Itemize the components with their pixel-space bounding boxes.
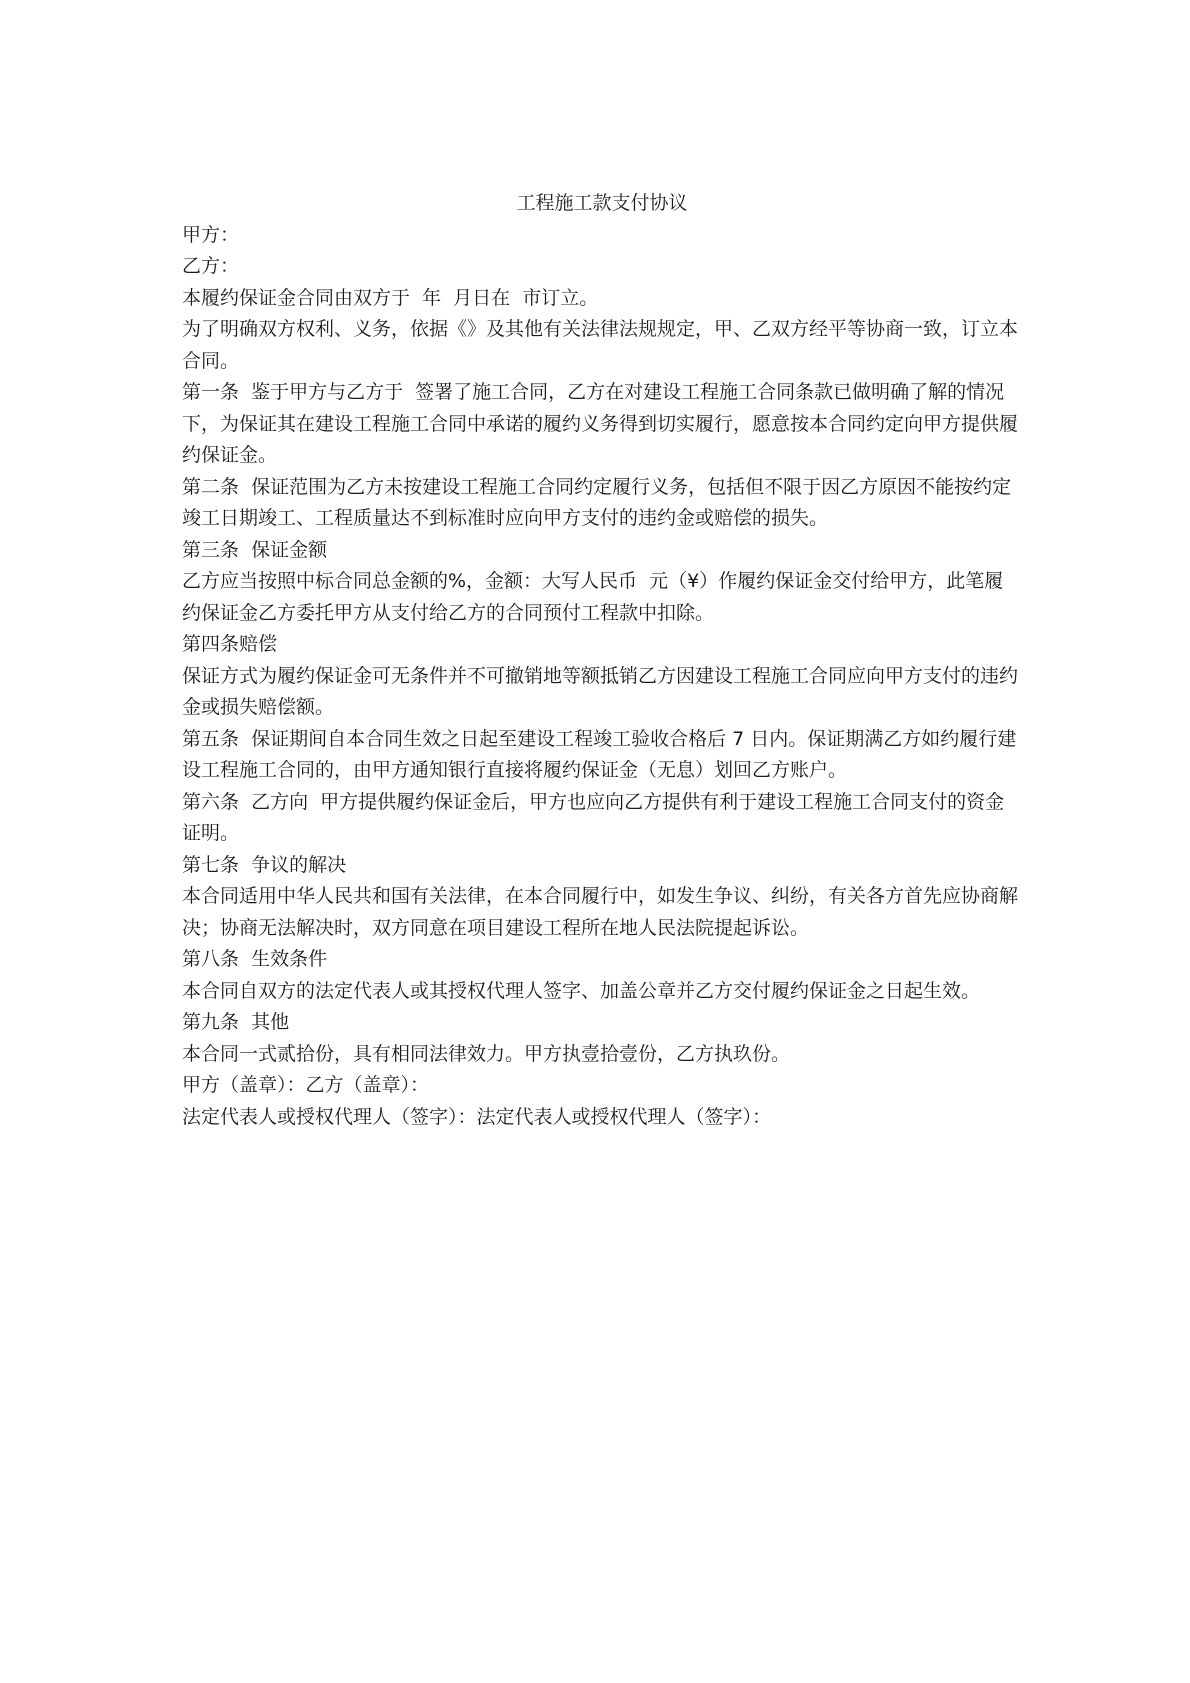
article-9-heading: 第九条 其他 (182, 1011, 290, 1033)
article-6: 第六条 乙方向 甲方提供履约保证金后，甲方也应向乙方提供有利于建设工程施工合同支付的资金证明。 (182, 790, 1005, 844)
signing-info: 本履约保证金合同由双方于 年 月日在 市订立。 (182, 286, 599, 309)
article-4-body: 保证方式为履约保证金可无条件并不可撤销地等额抵销乙方因建设工程施工合同应向甲方支付的违约金或损失赔偿额。 (182, 664, 1019, 718)
article-1: 第一条 鉴于甲方与乙方于 签署了施工合同，乙方在对建设工程施工合同条款已做明确了解的情况下，为保证其在建设工程施工合同中承诺的履约义务得到切实履行，愿意按本合同约定向甲方提供履约保证金。 (182, 381, 1019, 466)
article-3-heading: 第三条 保证金额 (182, 538, 328, 561)
article-8-body: 本合同自双方的法定代表人或其授权代理人签字、加盖公章并乙方交付履约保证金之日起生效。 (182, 979, 981, 1002)
party-b-line: 乙方： (182, 255, 240, 277)
article-4-heading: 第四条赔偿 (182, 633, 278, 655)
article-9-body: 本合同一式贰拾份，具有相同法律效力。甲方执壹拾壹份，乙方执玖份。 (182, 1042, 791, 1065)
seal-line: 甲方（盖章）：乙方（盖章）： (182, 1074, 430, 1096)
article-5: 第五条 保证期间自本合同生效之日起至建设工程竣工验收合格后 7 日内。保证期满乙方如约履行建设工程施工合同的，由甲方通知银行直接将履约保证金（无息）划回乙方账户。 (182, 727, 1017, 781)
document-body (182, 188, 1022, 1133)
article-7-heading: 第七条 争议的解决 (182, 853, 347, 876)
article-7-body: 本合同适用中华人民共和国有关法律，在本合同履行中，如发生争议、纠纷，有关各方首先应协商解决；协商无法解决时，双方同意在项目建设工程所在地人民法院提起诉讼。 (182, 885, 1019, 939)
preamble: 为了明确双方权利、义务，依据《》及其他有关法律法规规定，甲、乙双方经平等协商一致，订立本合同。 (182, 318, 1019, 372)
party-a-line: 甲方： (182, 223, 240, 246)
article-2: 第二条 保证范围为乙方未按建设工程施工合同约定履行义务，包括但不限于因乙方原因不能按约定竣工日期竣工、工程质量达不到标准时应向甲方支付的违约金或赔偿的损失。 (182, 475, 1012, 529)
document-title: 工程施工款支付协议 (516, 192, 688, 214)
article-3-body: 乙方应当按照中标合同总金额的%，金额：大写人民币 元（¥）作履约保证金交付给甲方，此笔履约保证金乙方委托甲方从支付给乙方的合同预付工程款中扣除。 (182, 570, 1004, 624)
signature-line: 法定代表人或授权代理人（签字）：法定代表人或授权代理人（签字）： (182, 1105, 772, 1128)
article-8-heading: 第八条 生效条件 (182, 948, 328, 970)
